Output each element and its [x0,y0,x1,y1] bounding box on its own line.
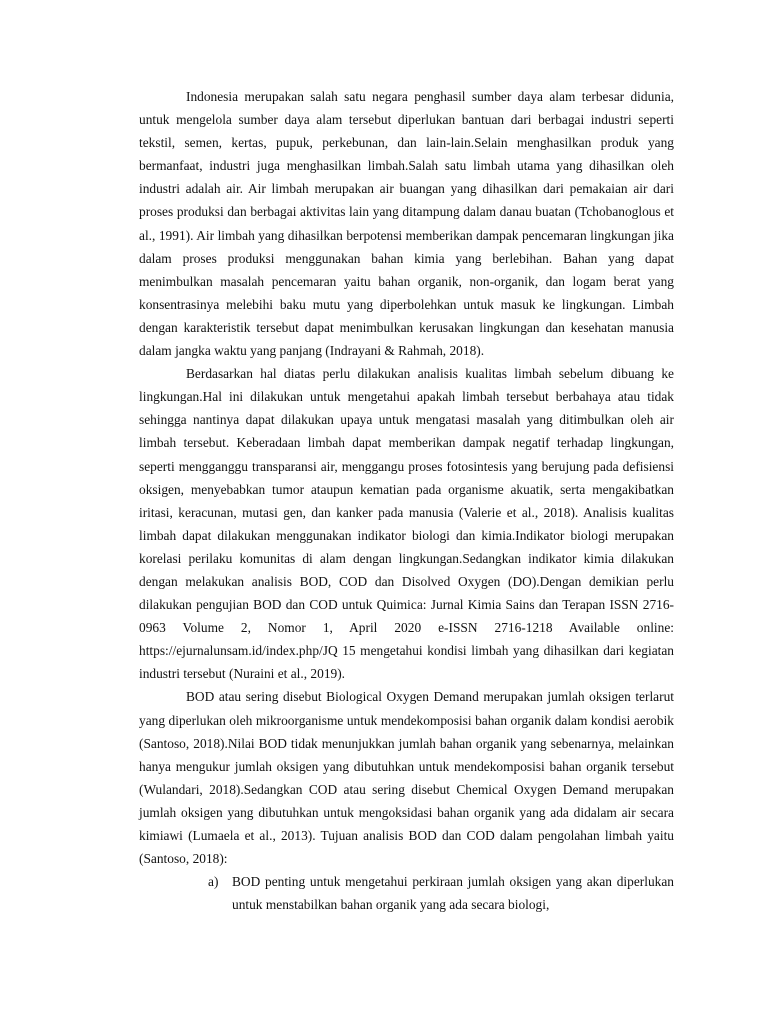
list-item-text: BOD penting untuk mengetahui perkiraan jumlah oksigen yang akan diperlukan untuk menstabilkan bahan organik yang ada secara biologi, [232,874,674,913]
document-body [139,85,674,916]
paragraph-3: BOD atau sering disebut Biological Oxygen Demand merupakan jumlah oksigen terlarut yang diperlukan oleh mikroorganisme untuk mendekomposisi bahan organik dalam kondisi aerobik (Santoso, 2018).Nilai BOD tidak menunjukkan jumlah bahan organik yang sebenarnya, melainkan hanya mengukur jumlah oksigen yang dibutuhkan untuk mendekomposisi bahan organik tersebut (Wulandari, 2018).Sedangkan COD atau sering disebut Chemical Oxygen Demand merupakan jumlah oksigen yang dibutuhkan untuk mengoksidasi bahan organik yang ada didalam air secara kimiawi (Lumaela et al., 2013). Tujuan analisis BOD dan COD dalam pengolahan limbah yaitu (Santoso, 2018): [139,689,674,867]
list-item [208,870,674,916]
list-marker: a) [208,874,219,890]
paragraph-2: Berdasarkan hal diatas perlu dilakukan analisis kualitas limbah sebelum dibuang ke lingkungan.Hal ini dilakukan untuk mengetahui apakah limbah tersebut berbahaya atau tidak sehingga nantinya dapat dilakukan upaya untuk mengatasi masalah yang ditimbulkan oleh air limbah tersebut. Keberadaan limbah dapat memberikan dampak negatif terhadap lingkungan, seperti mengganggu transparansi air, menggangu proses fotosintesis yang berujung pada defisiensi oksigen, menyebabkan tumor ataupun kematian pada organisme akuatik, serta mengakibatkan iritasi, keracunan, mutasi gen, dan kanker pada manusia (Valerie et al., 2018). Analisis kualitas limbah dapat dilakukan menggunakan indikator biologi dan kimia.Indikator biologi merupakan korelasi perilaku komunitas di alam dengan lingkungan.Sedangkan indikator kimia dilakukan dengan melakukan analisis BOD, COD dan Disolved Oxygen (DO).Dengan demikian perlu dilakukan pengujian BOD dan COD untuk Quimica: Jurnal Kimia Sains dan Terapan ISSN 2716-0963 Volume 2, Nomor 1, April 2020 e-ISSN 2716-1218 Available online: https://ejurnalunsam.id/index.php/JQ 15 mengetahui kondisi limbah yang dihasilkan dari kegiatan industri tersebut (Nuraini et al., 2019). [139,366,674,682]
objectives-list [139,870,674,916]
paragraph-1: Indonesia merupakan salah satu negara penghasil sumber daya alam terbesar didunia, untuk mengelola sumber daya alam tersebut diperlukan bantuan dari berbagai industri seperti tekstil, semen, kertas, pupuk, perkebunan, dan lain-lain.Selain menghasilkan produk yang bermanfaat, industri juga menghasilkan limbah.Salah satu limbah utama yang dihasilkan oleh industri adalah air. Air limbah merupakan air buangan yang dihasilkan dari pemakaian air dari proses produksi dan berbagai aktivitas lain yang ditampung dalam danau buatan (Tchobanoglous et al., 1991). Air limbah yang dihasilkan berpotensi memberikan dampak pencemaran lingkungan jika dalam proses produksi menggunakan bahan kimia yang berlebihan. Bahan yang dapat menimbulkan masalah pencemaran yaitu bahan organik, non-organik, dan logam berat yang konsentrasinya melebihi baku mutu yang diperbolehkan untuk masuk ke lingkungan. Limbah dengan karakteristik tersebut dapat menimbulkan kerusakan lingkungan dan kesehatan manusia dalam jangka waktu yang panjang (Indrayani & Rahmah, 2018). [139,89,674,359]
